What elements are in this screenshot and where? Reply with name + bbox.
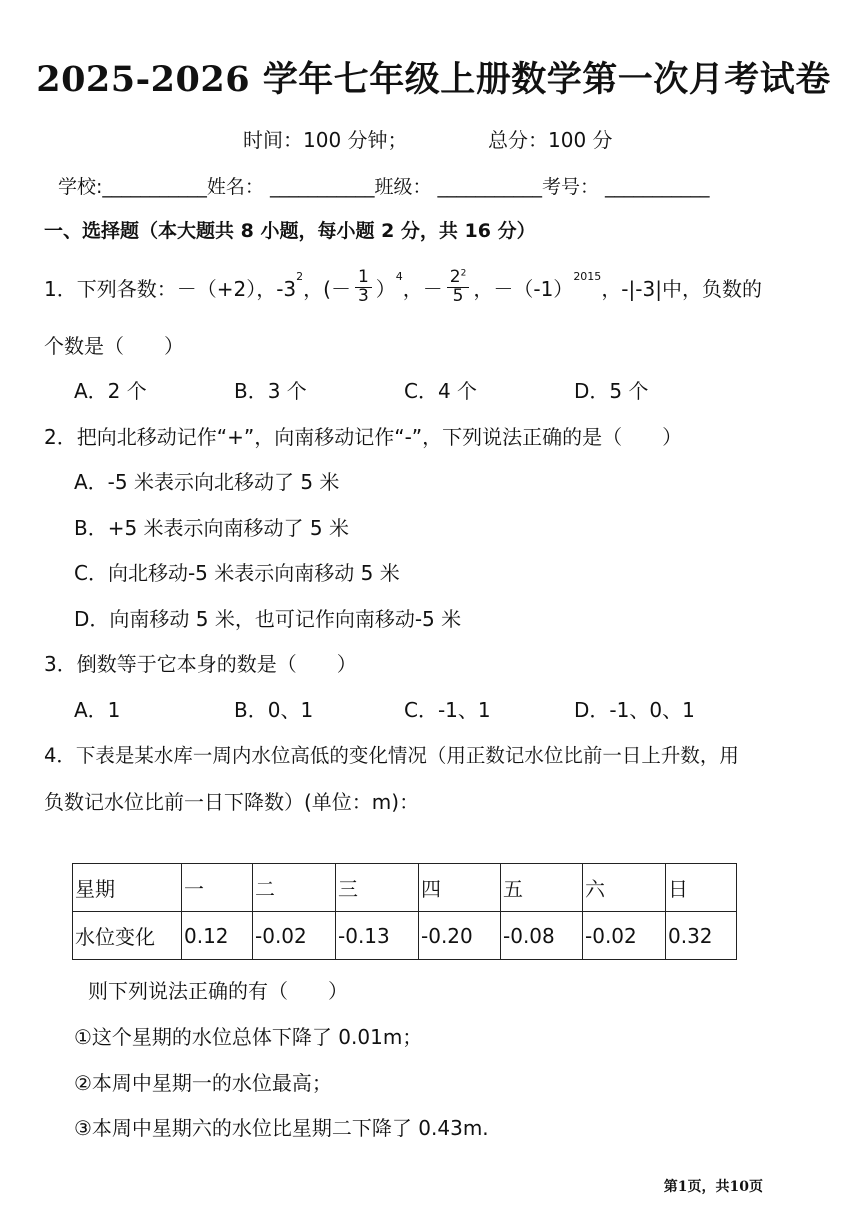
q1-option-a: A．2 个 xyxy=(74,379,147,403)
question-1-stem-line2: 个数是（ ） xyxy=(44,334,184,358)
q4-statement-3: ③本周中星期六的水位比星期二下降了 0.43m. xyxy=(74,1116,489,1140)
fraction-two-squared-over-five xyxy=(447,266,470,306)
student-info-fields: 学校:___________姓名： ___________班级： ___________考号： ___________ xyxy=(58,176,710,198)
q3-option-d: D．-1、0、1 xyxy=(574,698,695,722)
table-cell: -0.13 xyxy=(336,912,419,960)
table-cell: 0.12 xyxy=(182,912,253,960)
table-cell: 二 xyxy=(253,864,336,912)
q3-option-a: A．1 xyxy=(74,698,121,722)
q3-option-c: C．-1、1 xyxy=(404,698,491,722)
q3-option-b: B．0、1 xyxy=(234,698,314,722)
table-cell: 水位变化 xyxy=(73,912,182,960)
q1-text-6: ，-|-3|中，负数的 xyxy=(601,276,762,301)
question-2-stem: 2．把向北移动记作“+”，向南移动记作“-”，下列说法正确的是（ ） xyxy=(44,425,683,449)
q1-exponent-1: 2 xyxy=(296,270,304,283)
section-heading: 一、选择题（本大题共 8 小题，每小题 2 分，共 16 分） xyxy=(44,220,536,242)
question-3-stem: 3．倒数等于它本身的数是（ ） xyxy=(44,652,357,676)
q1-option-b: B．3 个 xyxy=(234,379,307,403)
exam-title: 2025-2026 学年七年级上册数学第一次月考试卷 xyxy=(36,59,831,100)
q4-statement-2: ②本周中星期一的水位最高； xyxy=(74,1071,332,1095)
exam-score: 总分：100 分 xyxy=(488,128,613,152)
fraction-numerator xyxy=(447,266,470,288)
table-cell: -0.02 xyxy=(253,912,336,960)
table-cell: -0.02 xyxy=(583,912,666,960)
table-cell: 四 xyxy=(419,864,501,912)
q1-text-2: ，(－ xyxy=(303,276,351,301)
q2-option-d: D．向南移动 5 米，也可记作向南移动-5 米 xyxy=(74,607,462,631)
q1-exponent-2: 4 xyxy=(395,270,403,283)
table-cell: 星期 xyxy=(73,864,182,912)
q1-text-1: 1．下列各数：－（+2），-3 xyxy=(44,276,297,301)
question-4-stem-line2: 负数记水位比前一日下降数）(单位：m)： xyxy=(44,790,420,814)
question-4-stem-line1: 4．下表是某水库一周内水位高低的变化情况（用正数记水位比前一日上升数，用 xyxy=(44,744,739,767)
q1-text-4: ，－ xyxy=(402,276,443,301)
fraction-numerator-base: 2 xyxy=(449,266,461,287)
table-row xyxy=(73,912,737,960)
q1-option-d: D．5 个 xyxy=(574,379,649,403)
table-cell: 六 xyxy=(583,864,666,912)
table-cell: 一 xyxy=(182,864,253,912)
water-level-table xyxy=(72,863,737,960)
fraction-one-third xyxy=(355,266,372,306)
q1-exponent-3: 2015 xyxy=(573,270,602,283)
table-cell: -0.08 xyxy=(501,912,583,960)
fraction-denominator: 5 xyxy=(452,285,464,306)
q2-option-b: B．+5 米表示向南移动了 5 米 xyxy=(74,516,349,540)
q2-option-a: A．-5 米表示向北移动了 5 米 xyxy=(74,470,340,494)
fraction-numerator-exponent: 2 xyxy=(460,268,467,278)
question-1-stem xyxy=(44,262,762,312)
question-4-prompt: 则下列说法正确的有（ ） xyxy=(88,979,348,1003)
table-header-row xyxy=(73,864,737,912)
q2-option-c: C．向北移动-5 米表示向南移动 5 米 xyxy=(74,561,400,585)
q1-text-5: ，－（-1） xyxy=(473,276,574,301)
fraction-numerator: 1 xyxy=(355,269,372,288)
exam-time: 时间：100 分钟； xyxy=(243,128,408,152)
fraction-denominator: 3 xyxy=(357,285,369,306)
table-cell: 三 xyxy=(336,864,419,912)
table-cell: 日 xyxy=(666,864,737,912)
q1-text-3: ） xyxy=(375,276,396,301)
table-cell: 五 xyxy=(501,864,583,912)
page-number: 第1页，共10页 xyxy=(663,1179,763,1195)
table-cell: 0.32 xyxy=(666,912,737,960)
q4-statement-1: ①这个星期的水位总体下降了 0.01m； xyxy=(74,1025,423,1049)
table-cell: -0.20 xyxy=(419,912,501,960)
q1-option-c: C．4 个 xyxy=(404,379,478,403)
